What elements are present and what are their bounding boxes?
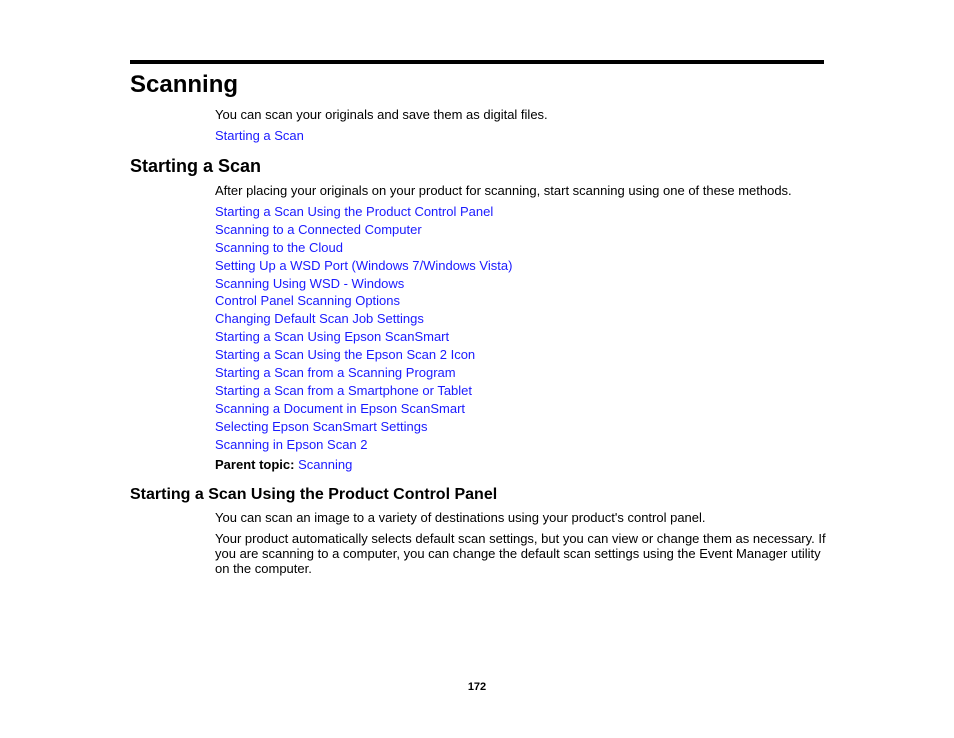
list-item [215, 240, 512, 258]
list-item [215, 401, 512, 419]
link-scanning-program[interactable]: Starting a Scan from a Scanning Program [215, 365, 456, 381]
page-title: Scanning [130, 71, 239, 98]
section-text: After placing your originals on your product for scanning, start scanning using one of these methods. [215, 183, 792, 198]
link-scansmart-settings[interactable]: Selecting Epson ScanSmart Settings [215, 418, 428, 434]
subsection-para-2: Your product automatically selects default scan settings, but you can view or change them as necessary. If you are scanning to a computer, you can change the default scan settings using the Event Manager utility on the computer. [215, 531, 826, 576]
topic-link-list [215, 204, 512, 454]
list-item [215, 276, 512, 294]
list-item [215, 347, 512, 365]
list-item [215, 311, 512, 329]
parent-topic-link[interactable]: Scanning [298, 457, 353, 472]
link-epson-scansmart[interactable]: Starting a Scan Using Epson ScanSmart [215, 329, 450, 345]
parent-topic-row [215, 457, 830, 472]
page-number: 172 [467, 681, 487, 693]
subsection-para-1: You can scan an image to a variety of destinations using your product's control panel. [215, 510, 706, 525]
link-control-panel[interactable]: Starting a Scan Using the Product Control Panel [215, 204, 494, 219]
parent-topic-label: Parent topic: [215, 457, 295, 472]
list-item [215, 383, 512, 401]
list-item [215, 329, 512, 347]
intro-text: You can scan your originals and save them as digital files. [215, 107, 548, 122]
link-control-panel-options[interactable]: Control Panel Scanning Options [215, 293, 401, 309]
list-item [215, 258, 512, 276]
list-item [215, 293, 512, 311]
list-item [215, 419, 512, 437]
link-connected-computer[interactable]: Scanning to a Connected Computer [215, 221, 422, 237]
subsection-heading: Starting a Scan Using the Product Control Panel [130, 486, 498, 503]
list-item [215, 437, 512, 455]
link-cloud[interactable]: Scanning to the Cloud [215, 239, 343, 255]
intro-link-starting-a-scan[interactable]: Starting a Scan [215, 128, 304, 143]
top-rule-divider [130, 60, 824, 64]
link-epson-scan2-icon[interactable]: Starting a Scan Using the Epson Scan 2 Icon [215, 347, 476, 363]
link-document-scansmart[interactable]: Scanning a Document in Epson ScanSmart [215, 400, 466, 416]
link-epson-scan2[interactable]: Scanning in Epson Scan 2 [215, 436, 368, 452]
intro-link-row [215, 128, 830, 143]
link-wsd-port[interactable]: Setting Up a WSD Port (Windows 7/Windows Vista) [215, 257, 513, 273]
list-item [215, 222, 512, 240]
section-heading: Starting a Scan [130, 156, 262, 176]
link-wsd-windows[interactable]: Scanning Using WSD - Windows [215, 275, 405, 291]
list-item [215, 204, 512, 222]
link-smartphone-tablet[interactable]: Starting a Scan from a Smartphone or Tablet [215, 382, 473, 398]
list-item [215, 365, 512, 383]
link-default-settings[interactable]: Changing Default Scan Job Settings [215, 311, 424, 327]
